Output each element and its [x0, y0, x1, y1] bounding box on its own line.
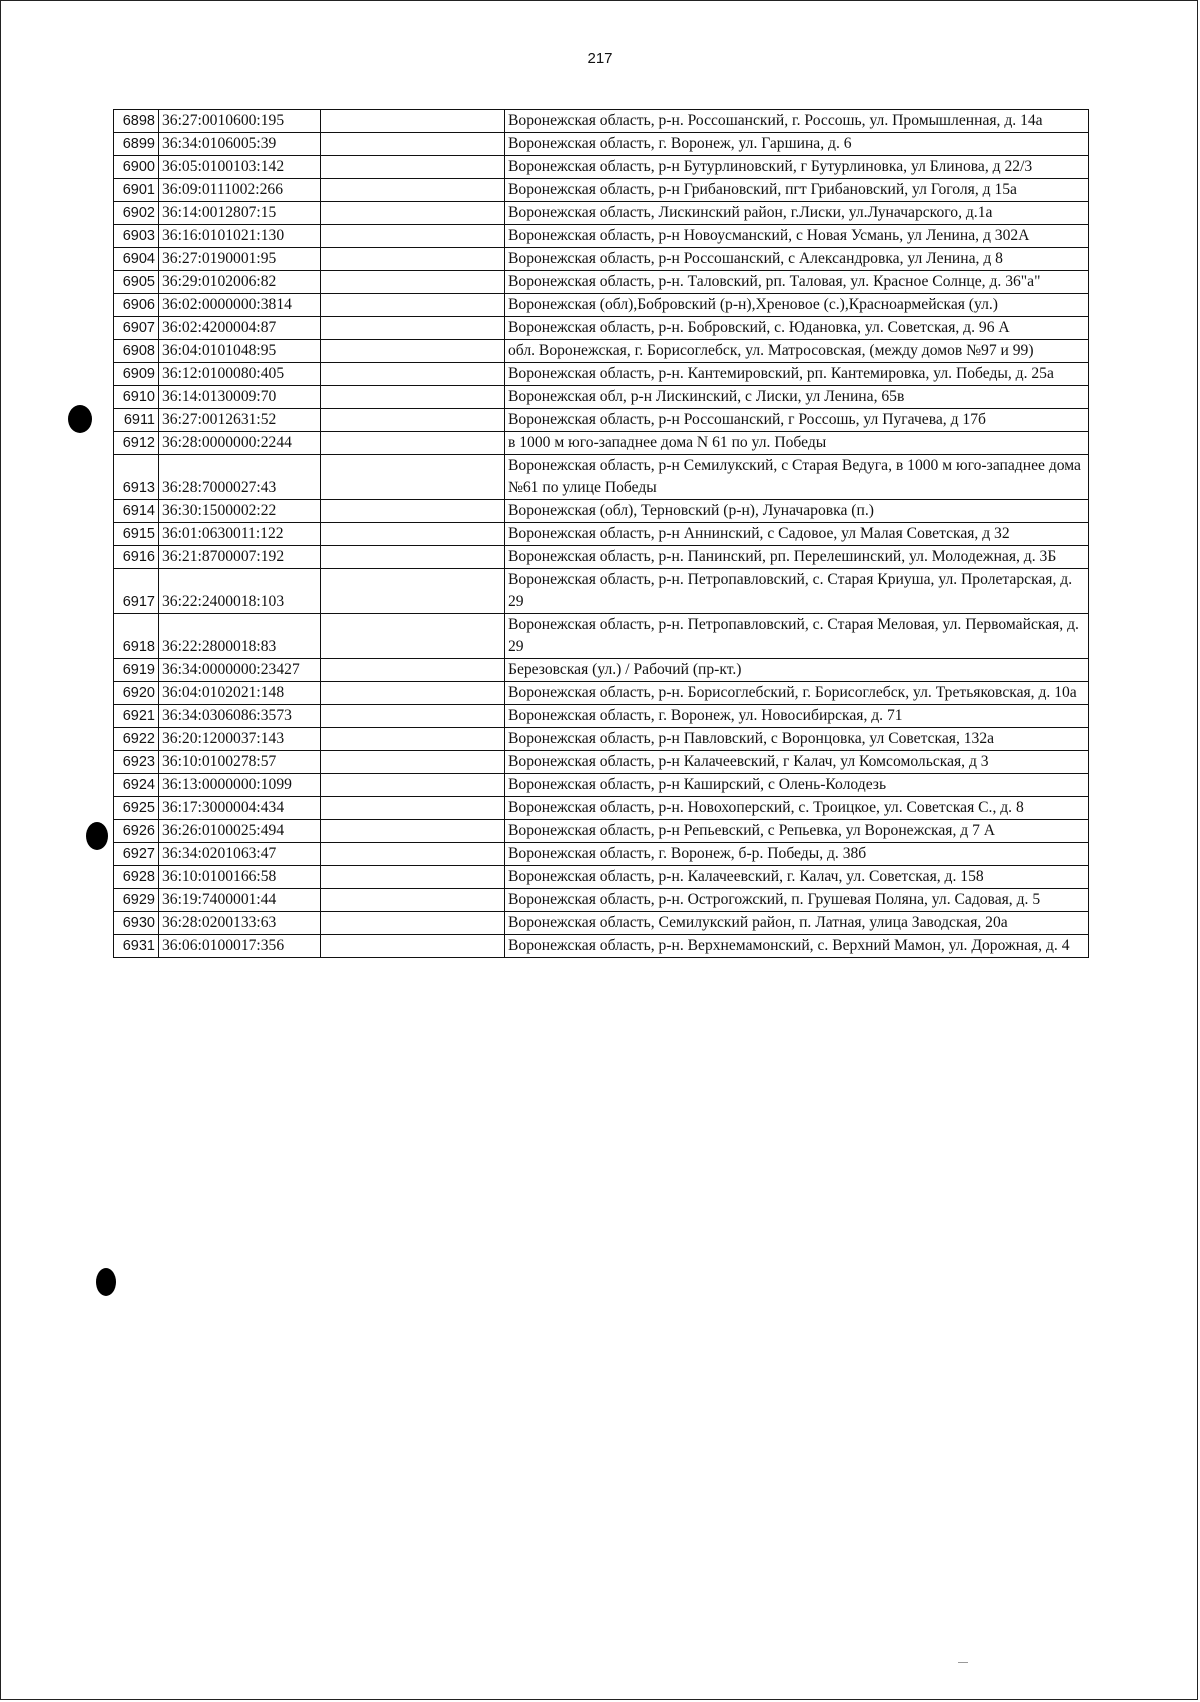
cadastral-number: 36:04:0102021:148	[159, 682, 321, 705]
address: Березовская (ул.) / Рабочий (пр-кт.)	[505, 659, 1089, 682]
address: Воронежская область, р-н. Борисоглебский, г. Борисоглебск, ул. Третьяковская, д. 10а	[505, 682, 1089, 705]
empty-cell	[321, 225, 505, 248]
cadastral-number: 36:21:8700007:192	[159, 546, 321, 569]
address: Воронежская область, р-н. Новохоперский, с. Троицкое, ул. Советская С., д. 8	[505, 797, 1089, 820]
empty-cell	[321, 202, 505, 225]
table-row	[114, 110, 1089, 133]
address: Воронежская область, г. Воронеж, ул. Новосибирская, д. 71	[505, 705, 1089, 728]
row-number: 6915	[114, 523, 159, 546]
empty-cell	[321, 110, 505, 133]
address: Воронежская область, р-н Каширский, с Олень-Колодезь	[505, 774, 1089, 797]
table-row	[114, 728, 1089, 751]
row-number: 6900	[114, 156, 159, 179]
table-row	[114, 500, 1089, 523]
table-row	[114, 317, 1089, 340]
table-row	[114, 820, 1089, 843]
row-number: 6904	[114, 248, 159, 271]
row-number: 6920	[114, 682, 159, 705]
empty-cell	[321, 682, 505, 705]
table-row	[114, 133, 1089, 156]
table-row	[114, 866, 1089, 889]
table-row	[114, 523, 1089, 546]
table-row	[114, 843, 1089, 866]
row-number: 6899	[114, 133, 159, 156]
table-row	[114, 340, 1089, 363]
row-number: 6913	[114, 455, 159, 500]
row-number: 6931	[114, 935, 159, 958]
cadastral-number: 36:02:4200004:87	[159, 317, 321, 340]
empty-cell	[321, 248, 505, 271]
cadastral-number: 36:30:1500002:22	[159, 500, 321, 523]
address: Воронежская область, г. Воронеж, ул. Гаршина, д. 6	[505, 133, 1089, 156]
row-number: 6901	[114, 179, 159, 202]
cadastral-number: 36:05:0100103:142	[159, 156, 321, 179]
cadastral-number: 36:22:2400018:103	[159, 569, 321, 614]
row-number: 6917	[114, 569, 159, 614]
row-number: 6906	[114, 294, 159, 317]
cadastral-registry-table	[113, 109, 1089, 958]
row-number: 6928	[114, 866, 159, 889]
address: Воронежская область, р-н Семилукский, с Старая Ведуга, в 1000 м юго-западнее дома №61 по улице Победы	[505, 455, 1089, 500]
table-row	[114, 455, 1089, 500]
address: Воронежская область, р-н. Бобровский, с. Юдановка, ул. Советская, д. 96 А	[505, 317, 1089, 340]
address: Воронежская область, р-н. Таловский, рп. Таловая, ул. Красное Солнце, д. 36"а"	[505, 271, 1089, 294]
address: Воронежская область, р-н Калачеевский, г Калач, ул Комсомольская, д 3	[505, 751, 1089, 774]
cadastral-number: 36:27:0012631:52	[159, 409, 321, 432]
empty-cell	[321, 546, 505, 569]
row-number: 6927	[114, 843, 159, 866]
cadastral-number: 36:28:7000027:43	[159, 455, 321, 500]
empty-cell	[321, 179, 505, 202]
cadastral-number: 36:13:0000000:1099	[159, 774, 321, 797]
table-row	[114, 409, 1089, 432]
row-number: 6907	[114, 317, 159, 340]
table-row	[114, 294, 1089, 317]
cadastral-number: 36:09:0111002:266	[159, 179, 321, 202]
cadastral-number: 36:22:2800018:83	[159, 614, 321, 659]
address: Воронежская область, р-н. Петропавловский, с. Старая Меловая, ул. Первомайская, д. 29	[505, 614, 1089, 659]
cadastral-number: 36:16:0101021:130	[159, 225, 321, 248]
address: Воронежская область, р-н Россошанский, с Александровка, ул Ленина, д 8	[505, 248, 1089, 271]
empty-cell	[321, 317, 505, 340]
empty-cell	[321, 455, 505, 500]
empty-cell	[321, 432, 505, 455]
address: Воронежская область, р-н Аннинский, с Садовое, ул Малая Советская, д 32	[505, 523, 1089, 546]
cadastral-number: 36:10:0100278:57	[159, 751, 321, 774]
empty-cell	[321, 935, 505, 958]
address: Воронежская (обл),Бобровский (р-н),Хреновое (с.),Красноармейская (ул.)	[505, 294, 1089, 317]
punch-hole-mark	[86, 822, 108, 850]
row-number: 6926	[114, 820, 159, 843]
row-number: 6919	[114, 659, 159, 682]
empty-cell	[321, 866, 505, 889]
empty-cell	[321, 133, 505, 156]
table-body	[114, 110, 1089, 958]
row-number: 6903	[114, 225, 159, 248]
empty-cell	[321, 774, 505, 797]
table-row	[114, 797, 1089, 820]
address: Воронежская область, р-н. Калачеевский, г. Калач, ул. Советская, д. 158	[505, 866, 1089, 889]
row-number: 6914	[114, 500, 159, 523]
empty-cell	[321, 386, 505, 409]
empty-cell	[321, 363, 505, 386]
cadastral-number: 36:29:0102006:82	[159, 271, 321, 294]
address: Воронежская обл, р-н Лискинский, с Лиски, ул Ленина, 65в	[505, 386, 1089, 409]
table-row	[114, 546, 1089, 569]
empty-cell	[321, 820, 505, 843]
address: Воронежская область, Семилукский район, п. Латная, улица Заводская, 20а	[505, 912, 1089, 935]
cadastral-number: 36:10:0100166:58	[159, 866, 321, 889]
cadastral-number: 36:14:0012807:15	[159, 202, 321, 225]
cadastral-number: 36:26:0100025:494	[159, 820, 321, 843]
cadastral-number: 36:01:0630011:122	[159, 523, 321, 546]
empty-cell	[321, 705, 505, 728]
empty-cell	[321, 751, 505, 774]
address: Воронежская область, р-н Бутурлиновский, г Бутурлиновка, ул Блинова, д 22/3	[505, 156, 1089, 179]
empty-cell	[321, 569, 505, 614]
empty-cell	[321, 912, 505, 935]
table-row	[114, 202, 1089, 225]
table-row	[114, 225, 1089, 248]
empty-cell	[321, 271, 505, 294]
cadastral-number: 36:28:0000000:2244	[159, 432, 321, 455]
row-number: 6918	[114, 614, 159, 659]
cadastral-number: 36:34:0106005:39	[159, 133, 321, 156]
empty-cell	[321, 294, 505, 317]
empty-cell	[321, 409, 505, 432]
empty-cell	[321, 797, 505, 820]
empty-cell	[321, 523, 505, 546]
row-number: 6902	[114, 202, 159, 225]
row-number: 6905	[114, 271, 159, 294]
table-row	[114, 432, 1089, 455]
address: в 1000 м юго-западнее дома N 61 по ул. Победы	[505, 432, 1089, 455]
row-number: 6930	[114, 912, 159, 935]
row-number: 6909	[114, 363, 159, 386]
table-row	[114, 271, 1089, 294]
empty-cell	[321, 614, 505, 659]
table-row	[114, 935, 1089, 958]
table-row	[114, 569, 1089, 614]
cadastral-number: 36:27:0010600:195	[159, 110, 321, 133]
row-number: 6923	[114, 751, 159, 774]
table-row	[114, 659, 1089, 682]
table-row	[114, 614, 1089, 659]
scan-artifact	[958, 1662, 968, 1663]
empty-cell	[321, 659, 505, 682]
address: Воронежская область, р-н. Верхнемамонский, с. Верхний Мамон, ул. Дорожная, д. 4	[505, 935, 1089, 958]
cadastral-number: 36:12:0100080:405	[159, 363, 321, 386]
address: Воронежская область, р-н. Россошанский, г. Россошь, ул. Промышленная, д. 14а	[505, 110, 1089, 133]
empty-cell	[321, 889, 505, 912]
empty-cell	[321, 843, 505, 866]
row-number: 6911	[114, 409, 159, 432]
empty-cell	[321, 340, 505, 363]
cadastral-number: 36:34:0000000:23427	[159, 659, 321, 682]
table-row	[114, 705, 1089, 728]
address: Воронежская область, р-н Павловский, с Воронцовка, ул Советская, 132а	[505, 728, 1089, 751]
cadastral-number: 36:17:3000004:434	[159, 797, 321, 820]
table-row	[114, 912, 1089, 935]
page-number: 217	[587, 50, 613, 67]
address: обл. Воронежская, г. Борисоглебск, ул. Матросовская, (между домов №97 и 99)	[505, 340, 1089, 363]
table-row	[114, 179, 1089, 202]
empty-cell	[321, 156, 505, 179]
punch-hole-mark	[68, 405, 92, 433]
table-row	[114, 156, 1089, 179]
address: Воронежская (обл), Терновский (р-н), Луначаровка (п.)	[505, 500, 1089, 523]
cadastral-number: 36:27:0190001:95	[159, 248, 321, 271]
row-number: 6922	[114, 728, 159, 751]
row-number: 6898	[114, 110, 159, 133]
address: Воронежская область, р-н Россошанский, г Россошь, ул Пугачева, д 17б	[505, 409, 1089, 432]
table-row	[114, 248, 1089, 271]
table-row	[114, 889, 1089, 912]
address: Воронежская область, р-н. Кантемировский, рп. Кантемировка, ул. Победы, д. 25а	[505, 363, 1089, 386]
cadastral-number: 36:20:1200037:143	[159, 728, 321, 751]
table-row	[114, 774, 1089, 797]
address: Воронежская область, р-н. Острогожский, п. Грушевая Поляна, ул. Садовая, д. 5	[505, 889, 1089, 912]
cadastral-number: 36:02:0000000:3814	[159, 294, 321, 317]
row-number: 6908	[114, 340, 159, 363]
table-row	[114, 363, 1089, 386]
empty-cell	[321, 500, 505, 523]
row-number: 6916	[114, 546, 159, 569]
row-number: 6921	[114, 705, 159, 728]
punch-hole-mark	[96, 1268, 116, 1296]
cadastral-number: 36:28:0200133:63	[159, 912, 321, 935]
address: Воронежская область, р-н Новоусманский, с Новая Усмань, ул Ленина, д 302А	[505, 225, 1089, 248]
row-number: 6929	[114, 889, 159, 912]
cadastral-number: 36:06:0100017:356	[159, 935, 321, 958]
table-row	[114, 386, 1089, 409]
table-row	[114, 751, 1089, 774]
address: Воронежская область, г. Воронеж, б-р. Победы, д. 38б	[505, 843, 1089, 866]
cadastral-number: 36:04:0101048:95	[159, 340, 321, 363]
cadastral-number: 36:34:0306086:3573	[159, 705, 321, 728]
row-number: 6925	[114, 797, 159, 820]
address: Воронежская область, р-н Репьевский, с Репьевка, ул Воронежская, д 7 А	[505, 820, 1089, 843]
cadastral-number: 36:14:0130009:70	[159, 386, 321, 409]
empty-cell	[321, 728, 505, 751]
address: Воронежская область, р-н. Панинский, рп. Перелешинский, ул. Молодежная, д. 3Б	[505, 546, 1089, 569]
row-number: 6912	[114, 432, 159, 455]
address: Воронежская область, Лискинский район, г.Лиски, ул.Луначарского, д.1а	[505, 202, 1089, 225]
cadastral-number: 36:19:7400001:44	[159, 889, 321, 912]
table-row	[114, 682, 1089, 705]
row-number: 6924	[114, 774, 159, 797]
address: Воронежская область, р-н. Петропавловский, с. Старая Криуша, ул. Пролетарская, д. 29	[505, 569, 1089, 614]
row-number: 6910	[114, 386, 159, 409]
cadastral-number: 36:34:0201063:47	[159, 843, 321, 866]
address: Воронежская область, р-н Грибановский, пгт Грибановский, ул Гоголя, д 15а	[505, 179, 1089, 202]
